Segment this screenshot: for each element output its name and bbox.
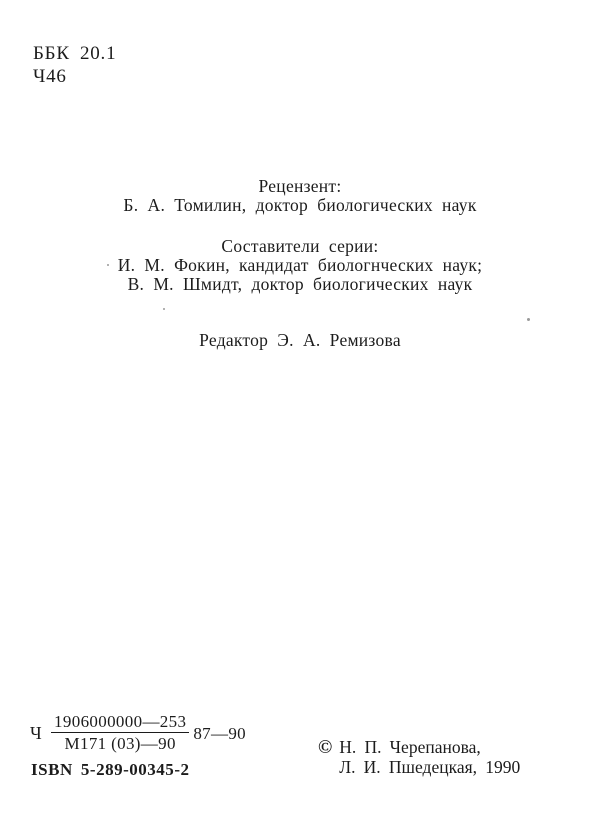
isbn: ISBN 5-289-00345-2 — [31, 760, 190, 779]
catalog-denominator: М171 (03)—90 — [64, 734, 176, 753]
copyright-holder-line: Н. П. Черепанова, — [339, 737, 481, 757]
compiler-line: И. М. Фокин, кандидат биологнческих наук; — [117, 255, 483, 275]
scan-speck — [107, 264, 109, 266]
classification-block — [33, 42, 116, 88]
scan-speck — [163, 308, 165, 310]
copyright-holders — [339, 738, 520, 777]
catalog-prefix: Ч — [30, 722, 43, 743]
credits-block — [0, 177, 600, 350]
catalog-fraction — [51, 712, 189, 754]
catalog-code — [30, 712, 246, 754]
reviewer-heading: Рецензент: — [258, 176, 342, 196]
compiler-line: В. М. Шмидт, доктор биологических наук — [127, 274, 473, 294]
reviewer-group — [0, 177, 600, 215]
bbk-code: ББК 20.1 — [33, 43, 117, 64]
reviewer-name: Б. А. Томилин, доктор биологических наук — [123, 195, 477, 215]
editor-group — [0, 331, 600, 350]
copyright-holder-line: Л. И. Пшедецкая, 1990 — [339, 756, 521, 777]
catalog-numerator: 1906000000—253 — [51, 712, 189, 733]
copyright-icon: © — [318, 737, 333, 758]
editor-line: Редактор Э. А. Ремизова — [199, 330, 401, 350]
compilers-group — [0, 237, 600, 294]
compilers-heading: Составители серии: — [221, 236, 379, 256]
catalog-suffix: 87—90 — [193, 724, 247, 743]
author-sign: Ч46 — [33, 66, 67, 87]
scan-speck — [527, 318, 530, 321]
copyright-block — [318, 738, 520, 777]
